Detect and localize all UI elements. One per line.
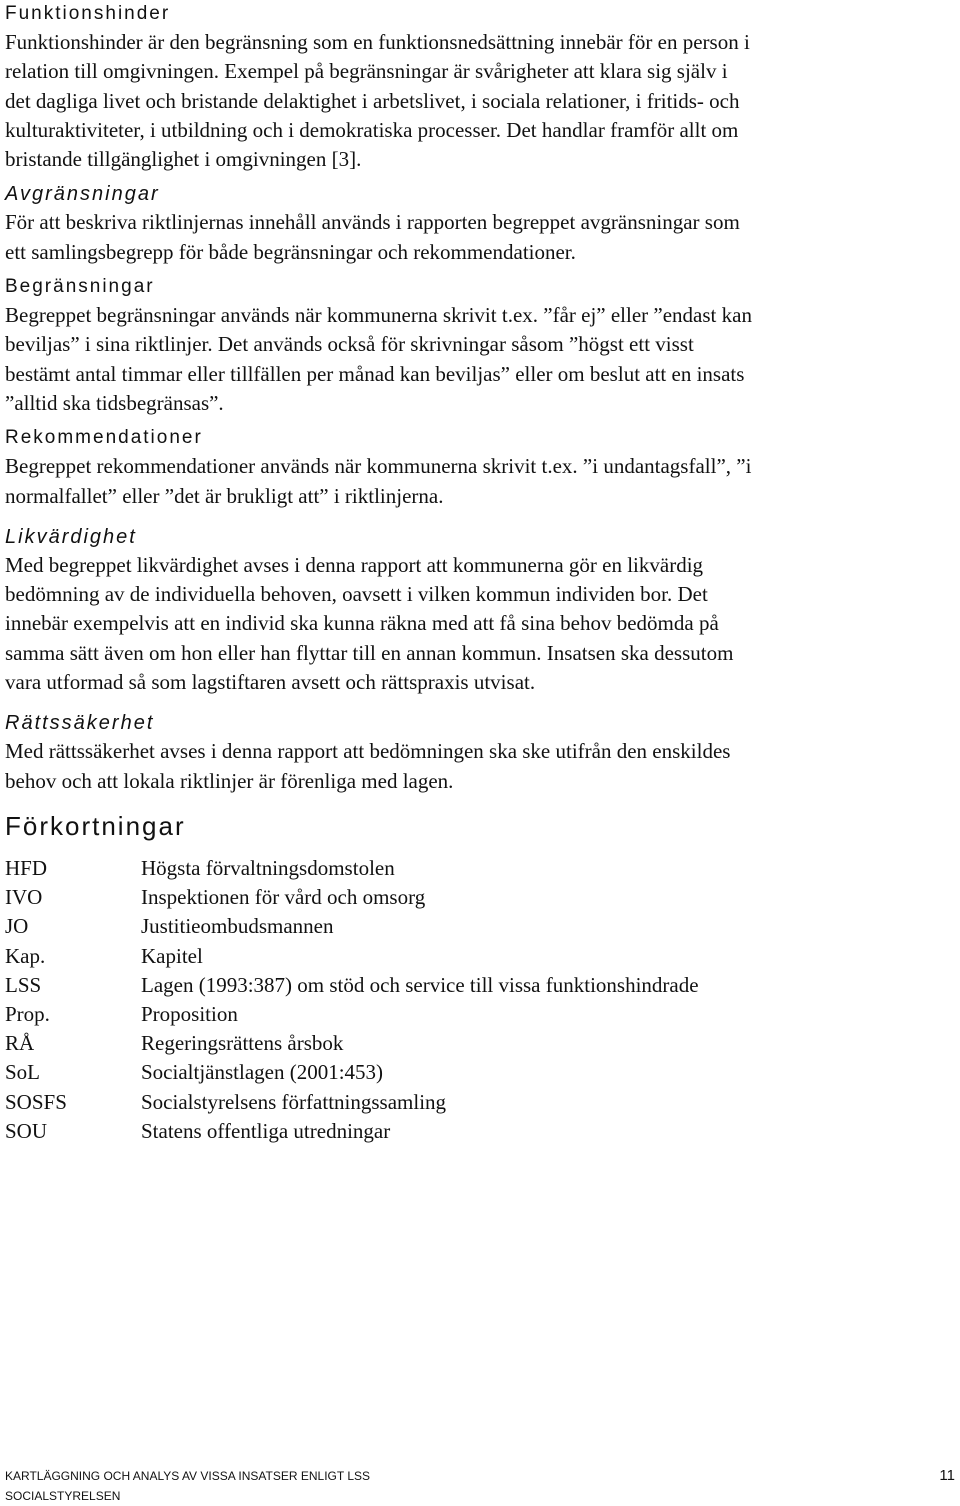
heading-likvardighet: Likvärdighet [5, 525, 137, 548]
heading-rekommendationer: Rekommendationer [5, 427, 203, 449]
abbreviation-row [5, 1117, 955, 1146]
abbreviation-meaning: Socialtjänstlagen (2001:453) [141, 1060, 384, 1085]
abbreviation-meaning: Statens offentliga utredningar [141, 1118, 391, 1143]
abbreviation-row [5, 1058, 955, 1087]
abbreviation-term: Kap. [5, 943, 46, 968]
heading-rattssakerhet: Rättssäkerhet [5, 712, 155, 735]
abbreviation-term: Prop. [5, 1001, 50, 1026]
heading-forkortningar: Förkortningar [5, 810, 186, 841]
paragraph-rattssakerhet: Med rättssäkerhet avses i denna rapport att bedömningen ska ske utifrån den enskildes behov och att lokala riktlinjer är förenliga med lagen. [5, 739, 731, 793]
paragraph-avgransningar: För att beskriva riktlinjernas innehåll används i rapporten begreppet avgränsningar som ett samlingsbegrepp för både begränsningar och rekommendationer. [5, 210, 740, 264]
abbreviation-row [5, 1000, 955, 1029]
page-footer [5, 1466, 955, 1506]
abbreviation-term: RÅ [5, 1031, 35, 1056]
heading-begransningar: Begränsningar [5, 276, 155, 298]
abbreviation-meaning: Högsta förvaltningsdomstolen [141, 855, 395, 880]
paragraph-rekommendationer: Begreppet rekommendationer används när kommunerna skrivit t.ex. ”i undantagsfall”, ”i normalfallet” eller ”det är brukligt att” i riktlinjerna. [5, 454, 752, 508]
abbreviation-row [5, 883, 955, 912]
abbreviation-term: IVO [5, 885, 43, 910]
page-number: 11 [939, 1467, 955, 1484]
abbreviation-row [5, 912, 955, 941]
abbreviation-meaning: Lagen (1993:387) om stöd och service till vissa funktionshindrade [141, 972, 699, 997]
paragraph-likvardighet: Med begreppet likvärdighet avses i denna rapport att kommunerna gör en likvärdig bedömning av de individuella behoven, oavsett i vilken kommun individen bor. Det innebär exempelvis att en individ ska kunna räkna med att få sina behov bedömda på samma sätt även om hon eller han flyttar till en annan kommun. Insatsen ska dessutom vara utformad så som lagstiftaren avsett och rättspraxis utvisat. [5, 552, 734, 695]
abbreviation-term: LSS [5, 972, 42, 997]
abbreviation-meaning: Kapitel [141, 943, 203, 968]
document-page [5, 0, 955, 1146]
paragraph-begransningar: Begreppet begränsningar används när kommunerna skrivit t.ex. ”får ej” eller ”endast kan beviljas” i sina riktlinjer. Det används också för skrivningar såsom ”högst ett visst bestämt antal timmar eller tillfällen per månad kan beviljas” eller om beslut att en insats ”alltid ska tidsbegränsas”. [5, 303, 752, 415]
footer-report-title: KARTLÄGGNING OCH ANALYS AV VISSA INSATSER ENLIGT LSS [5, 1469, 371, 1483]
abbreviation-row [5, 971, 955, 1000]
paragraph-funktionshinder: Funktionshinder är den begränsning som en funktionsnedsättning innebär för en person i relation till omgivningen. Exempel på begränsningar är svårigheter att klara sig själv i det dagliga livet och bristande delaktighet i arbetslivet, i sociala relationer, i fritids- och kulturaktiviteter, i utbildning och i demokratiska processer. Det handlar framför allt om bristande tillgänglighet i omgivningen [3]. [5, 30, 750, 172]
abbreviation-meaning: Regeringsrättens årsbok [141, 1031, 344, 1056]
abbreviation-list [5, 854, 955, 1146]
abbreviation-row [5, 854, 955, 883]
abbreviation-term: SoL [5, 1060, 41, 1085]
abbreviation-meaning: Justitieombudsmannen [141, 914, 334, 939]
heading-funktionshinder: Funktionshinder [5, 3, 171, 24]
heading-avgransningar: Avgränsningar [5, 183, 160, 206]
abbreviation-term: HFD [5, 855, 48, 880]
abbreviation-meaning: Inspektionen för vård och omsorg [141, 885, 426, 910]
abbreviation-row [5, 1029, 955, 1058]
abbreviation-term: JO [5, 914, 29, 939]
abbreviation-term: SOSFS [5, 1089, 67, 1114]
abbreviation-row [5, 942, 955, 971]
abbreviation-row [5, 1088, 955, 1117]
footer-publisher: SOCIALSTYRELSEN [5, 1489, 121, 1503]
abbreviation-meaning: Socialstyrelsens författningssamling [141, 1089, 447, 1114]
abbreviation-term: SOU [5, 1118, 48, 1143]
abbreviation-meaning: Proposition [141, 1001, 238, 1026]
